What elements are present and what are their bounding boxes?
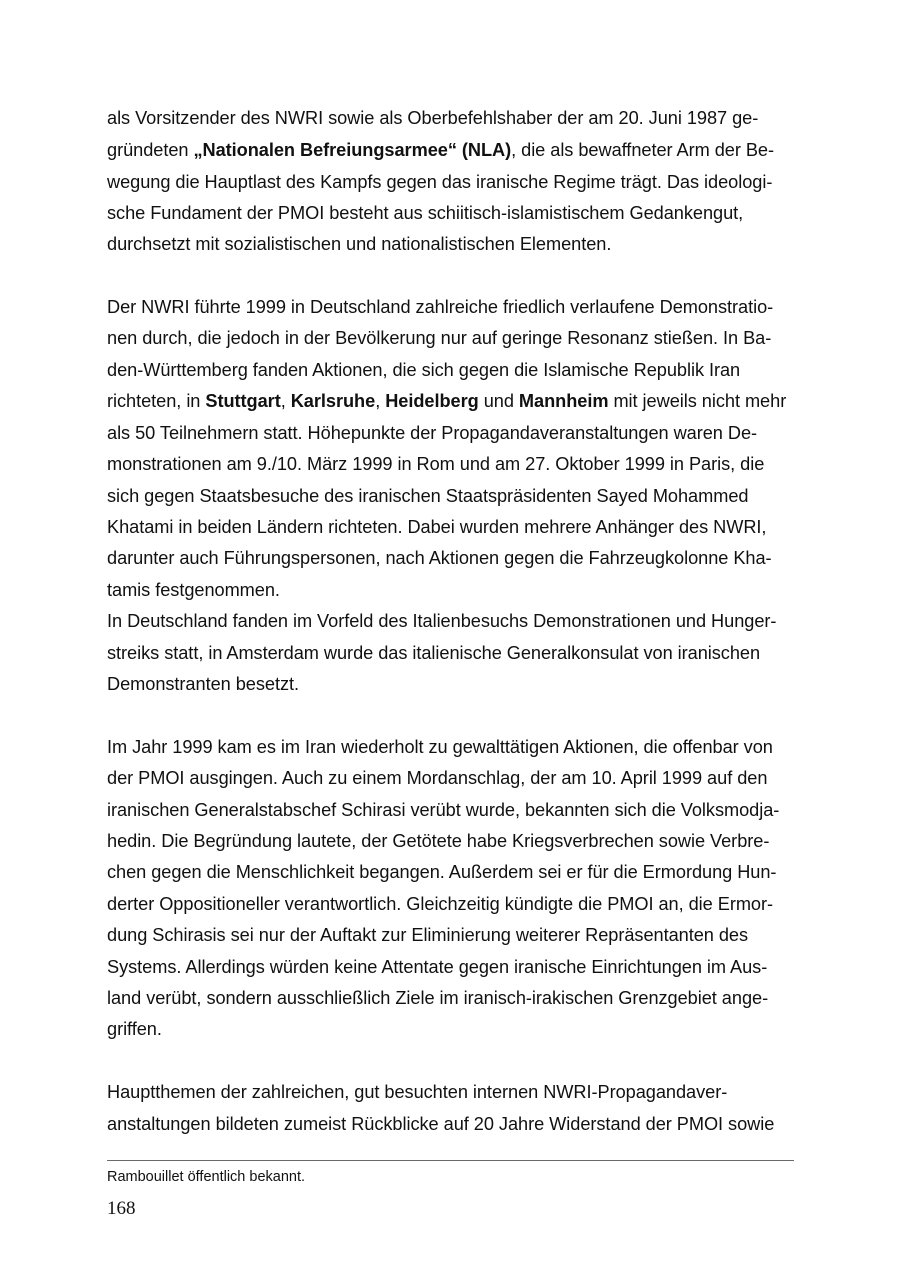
body-text-line: tamis festgenommen. (107, 580, 280, 600)
text-span: gründeten (107, 140, 194, 160)
body-text-line: Systems. Allerdings würden keine Attentate gegen iranische Einrichtungen im Aus- (107, 957, 768, 977)
body-text-line: der PMOI ausgingen. Auch zu einem Mordanschlag, der am 10. April 1999 auf den (107, 768, 768, 788)
body-text-line: derter Oppositioneller verantwortlich. Gleichzeitig kündigte die PMOI an, die Ermor- (107, 894, 774, 914)
text-span: , die als bewaffneter Arm der Be- (511, 140, 775, 160)
body-text-line: Im Jahr 1999 kam es im Iran wiederholt zu gewalttätigen Aktionen, die offenbar von (107, 737, 773, 757)
organization-name-bold: „Nationalen Befreiungsarmee“ (NLA) (193, 140, 512, 160)
body-text-line: streiks statt, in Amsterdam wurde das italienische Generalkonsulat von iranischen (107, 643, 761, 663)
body-text-line: monstrationen am 9./10. März 1999 in Rom und am 27. Oktober 1999 in Paris, die (107, 454, 765, 474)
body-text-line: hedin. Die Begründung lautete, der Getötete habe Kriegsverbrechen sowie Verbre- (107, 831, 770, 851)
body-text-line (107, 135, 797, 165)
body-text-line: Hauptthemen der zahlreichen, gut besuchten internen NWRI-Propagandaver- (107, 1082, 728, 1102)
body-text-line: wegung die Hauptlast des Kampfs gegen das iranische Regime trägt. Das ideologi- (107, 172, 773, 192)
body-text-line: iranischen Generalstabschef Schirasi verübt wurde, bekannten sich die Volksmodja- (107, 800, 780, 820)
text-span: richteten, in (107, 391, 206, 411)
body-text-line: Khatami in beiden Ländern richteten. Dabei wurden mehrere Anhänger des NWRI, (107, 517, 767, 537)
body-text-line (107, 386, 797, 416)
city-name-bold: Mannheim (518, 391, 609, 411)
text-span: , (375, 391, 386, 411)
body-text-line: dung Schirasis sei nur der Auftakt zur Eliminierung weiterer Repräsentanten des (107, 925, 749, 945)
body-text-line: Demonstranten besetzt. (107, 674, 299, 694)
body-text-line: den-Württemberg fanden Aktionen, die sich gegen die Islamische Republik Iran (107, 360, 741, 380)
page-number: 168 (107, 1198, 136, 1219)
body-text-line: anstaltungen bildeten zumeist Rückblicke auf 20 Jahre Widerstand der PMOI sowie (107, 1114, 775, 1134)
text-span: und (478, 391, 519, 411)
body-text-line: sich gegen Staatsbesuche des iranischen Staatspräsidenten Sayed Mohammed (107, 486, 749, 506)
footnote-separator (107, 1160, 794, 1161)
body-text-line: sche Fundament der PMOI besteht aus schiitisch-islamistischem Gedankengut, (107, 203, 744, 223)
text-span: mit jeweils nicht mehr (608, 391, 787, 411)
body-text-line: durchsetzt mit sozialistischen und nationalistischen Elementen. (107, 234, 612, 254)
body-text-line: Der NWRI führte 1999 in Deutschland zahlreiche friedlich verlaufene Demonstratio- (107, 297, 774, 317)
city-name-bold: Karlsruhe (290, 391, 376, 411)
body-text-line: land verübt, sondern ausschließlich Ziele im iranisch-irakischen Grenzgebiet ange- (107, 988, 769, 1008)
city-name-bold: Heidelberg (385, 391, 479, 411)
body-text-line: darunter auch Führungspersonen, nach Aktionen gegen die Fahrzeugkolonne Kha- (107, 548, 772, 568)
city-name-bold: Stuttgart (205, 391, 281, 411)
body-text-line: griffen. (107, 1019, 162, 1039)
body-text-line: chen gegen die Menschlichkeit begangen. Außerdem sei er für die Ermordung Hun- (107, 862, 777, 882)
text-span: , (280, 391, 291, 411)
footnote-text: Rambouillet öffentlich bekannt. (107, 1169, 306, 1185)
body-text-line: In Deutschland fanden im Vorfeld des Italienbesuchs Demonstrationen und Hunger- (107, 611, 777, 631)
body-text-line: als Vorsitzender des NWRI sowie als Oberbefehlshaber der am 20. Juni 1987 ge- (107, 108, 759, 128)
body-text-line: nen durch, die jedoch in der Bevölkerung nur auf geringe Resonanz stießen. In Ba- (107, 328, 772, 348)
body-text-line: als 50 Teilnehmern statt. Höhepunkte der Propagandaveranstaltungen waren De- (107, 423, 758, 443)
